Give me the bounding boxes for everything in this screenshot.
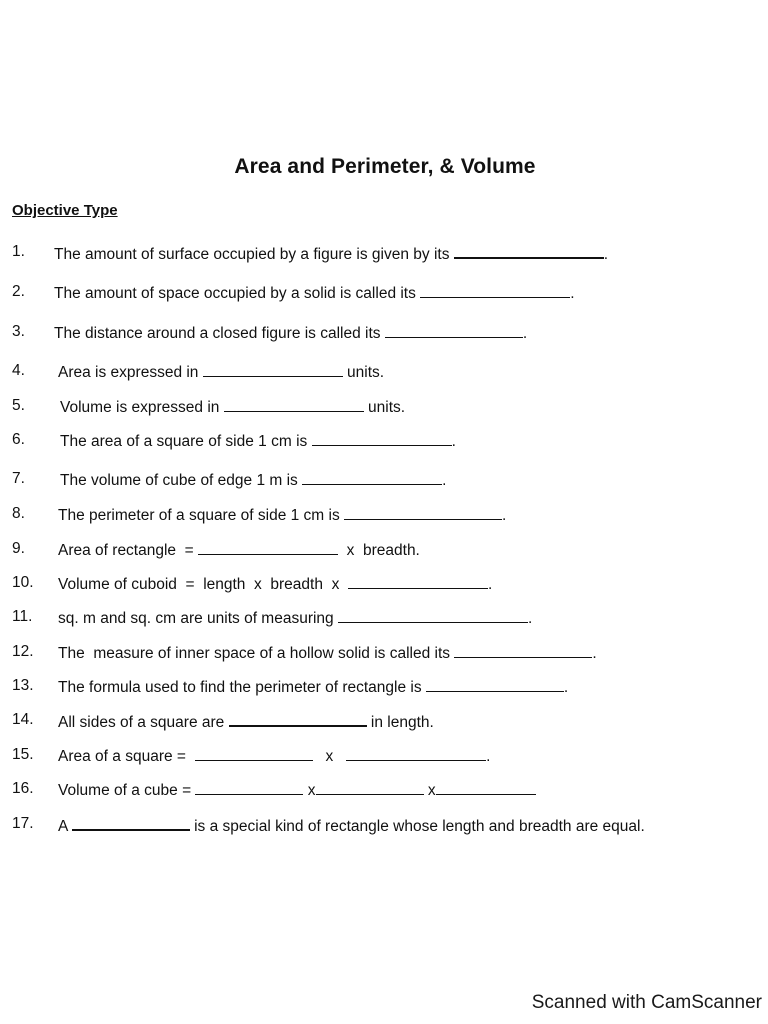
question-number: 3.: [12, 323, 25, 340]
answer-blank[interactable]: [454, 241, 604, 259]
answer-blank[interactable]: [348, 572, 488, 589]
question-number: 5.: [12, 397, 25, 414]
question-text-mid: x: [423, 782, 436, 799]
question-text: The distance around a closed figure is called its: [54, 325, 385, 342]
question-number: 15.: [12, 746, 34, 763]
answer-blank[interactable]: [420, 281, 570, 298]
question-text: sq. m and sq. cm are units of measuring: [58, 610, 338, 627]
answer-blank[interactable]: [426, 675, 564, 692]
question-number: 14.: [12, 711, 34, 728]
question-text-end: .: [570, 285, 575, 302]
question-text: Area of a square =: [58, 748, 195, 765]
question-text-end: .: [442, 472, 447, 489]
question-text: The amount of surface occupied by a figure is given by its: [54, 246, 454, 263]
question-text-end: units.: [363, 399, 406, 416]
answer-blank[interactable]: [302, 468, 442, 485]
question-number: 7.: [12, 470, 25, 487]
answer-blank[interactable]: [229, 709, 367, 727]
question-text-end: .: [522, 325, 528, 342]
question-text: A: [58, 818, 72, 835]
question-number: 2.: [12, 283, 25, 300]
question-text-end: x breadth.: [338, 542, 420, 559]
answer-blank[interactable]: [385, 321, 523, 338]
question-text-end: .: [486, 748, 491, 765]
question-number: 11.: [12, 608, 33, 625]
question-text-mid: x: [303, 782, 316, 799]
question-text: Area is expressed in: [58, 364, 203, 381]
question-text-end: .: [603, 246, 609, 263]
question-text: Volume is expressed in: [60, 399, 224, 416]
answer-blank[interactable]: [195, 744, 313, 761]
answer-blank[interactable]: [454, 641, 592, 658]
question-text: The formula used to find the perimeter of rectangle is: [58, 679, 426, 696]
question-text: Area of rectangle =: [58, 542, 199, 559]
section-heading: Objective Type: [12, 202, 118, 219]
question-text-end: .: [592, 645, 597, 662]
question-text: The measure of inner space of a hollow solid is called its: [58, 645, 455, 662]
question-number: 13.: [12, 677, 34, 694]
question-text-end: .: [502, 507, 507, 524]
question-number: 6.: [12, 431, 25, 448]
question-number: 9.: [12, 540, 25, 557]
answer-blank[interactable]: [198, 538, 338, 555]
page-title: Area and Perimeter, & Volume: [234, 155, 536, 178]
question-text-end: .: [563, 679, 569, 696]
answer-blank[interactable]: [312, 429, 452, 446]
question-text: The area of a square of side 1 cm is: [60, 433, 312, 450]
question-text-end: .: [487, 576, 493, 593]
question-text-end: units.: [342, 364, 385, 381]
question-text: Volume of a cube =: [58, 782, 196, 799]
answer-blank[interactable]: [224, 395, 364, 412]
answer-blank[interactable]: [203, 360, 343, 377]
answer-blank[interactable]: [72, 813, 190, 831]
question-number: 10.: [12, 574, 34, 591]
question-text: The volume of cube of edge 1 m is: [60, 472, 303, 489]
answer-blank[interactable]: [346, 744, 486, 761]
answer-blank[interactable]: [344, 503, 502, 520]
answer-blank[interactable]: [436, 778, 536, 795]
question-number: 4.: [12, 362, 25, 379]
question-number: 8.: [12, 505, 25, 522]
question-text: The perimeter of a square of side 1 cm is: [58, 507, 345, 524]
question-text: The amount of space occupied by a solid is called its: [54, 285, 421, 302]
question-text-end: .: [527, 610, 533, 627]
question-number: 16.: [12, 780, 34, 797]
question-text-end: .: [451, 433, 456, 450]
question-number: 1.: [12, 243, 25, 260]
scanner-watermark: Scanned with CamScanner: [531, 992, 762, 1013]
question-text-end: is a special kind of rectangle whose length and breadth are equal.: [189, 818, 645, 835]
question-number: 12.: [12, 643, 34, 660]
answer-blank[interactable]: [195, 778, 303, 795]
question-text: All sides of a square are: [58, 714, 229, 731]
answer-blank[interactable]: [338, 606, 528, 623]
question-text-mid: x: [312, 748, 347, 765]
question-text: Volume of cuboid = length x breadth x: [58, 576, 348, 593]
question-text-end: in length.: [366, 714, 434, 731]
answer-blank[interactable]: [316, 778, 424, 795]
question-number: 17.: [12, 815, 34, 832]
